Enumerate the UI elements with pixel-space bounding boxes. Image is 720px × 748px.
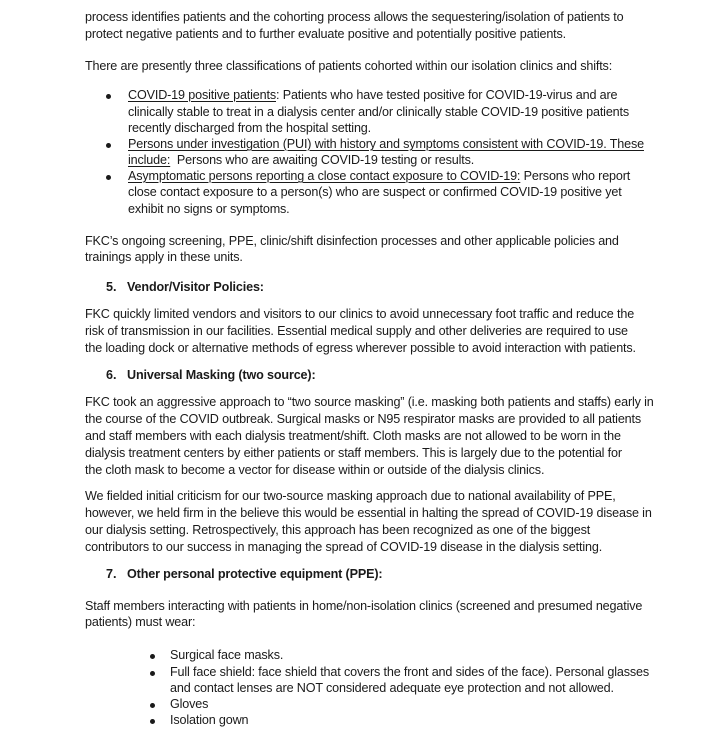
section-heading: Other personal protective equipment (PPE): xyxy=(127,567,383,581)
paragraph-line: the loading dock or alternative methods of egress wherever possible to avoid interaction with patients. xyxy=(85,341,636,355)
classification-item: COVID-19 positive patients: Patients who have tested positive for COVID-19-virus and are xyxy=(128,88,618,102)
paragraph-line: FKC took an aggressive approach to “two source masking” (i.e. masking both patients and staffs) early in xyxy=(85,395,654,409)
classification-label: Persons under investigation (PUI) with history and symptoms consistent with COVID-19. These xyxy=(128,137,644,151)
classification-line: recently discharged from the hospital setting. xyxy=(128,121,372,135)
paragraph-line: the course of the COVID outbreak. Surgical masks or N95 respirator masks are provided to all patients xyxy=(85,412,642,426)
ppe-item: Gloves xyxy=(170,697,209,711)
classification-line: exhibit no signs or symptoms. xyxy=(128,202,290,216)
bullet-icon xyxy=(150,654,155,659)
section-number: 5. xyxy=(106,280,117,294)
paragraph-line: contributors to our success in managing the spread of COVID-19 disease in the dialysis setting. xyxy=(85,540,603,554)
screening-line: FKC’s ongoing screening, PPE, clinic/shift disinfection processes and other applicable policies and xyxy=(85,234,619,248)
section-number: 7. xyxy=(106,567,117,581)
paragraph-line: Staff members interacting with patients in home/non-isolation clinics (screened and presumed negative xyxy=(85,599,643,613)
classifications-intro: There are presently three classifications of patients cohorted within our isolation clinics and shifts: xyxy=(85,59,613,73)
bullet-icon xyxy=(150,719,155,724)
paragraph-line: the cloth mask to become a vector for disease within or outside of the dialysis clinics. xyxy=(85,463,545,477)
ppe-item: Surgical face masks. xyxy=(170,648,284,662)
paragraph-line: and staff members with each dialysis treatment/shift. Cloth masks are not allowed to be worn in the xyxy=(85,429,621,443)
intro-line: protect negative patients and to further evaluate positive and potentially positive patients. xyxy=(85,27,567,41)
bullet-icon xyxy=(106,175,111,180)
classification-label: Asymptomatic persons reporting a close contact exposure to COVID-19: xyxy=(128,169,521,183)
ppe-item-line: and contact lenses are NOT considered adequate eye protection and not allowed. xyxy=(170,681,614,695)
paragraph-line: dialysis treatment centers by either patients or staff members. This is largely due to the potential for xyxy=(85,446,622,460)
paragraph-line: We fielded initial criticism for our two-source masking approach due to national availability of PPE, xyxy=(85,489,616,503)
paragraph-line: patients) must wear: xyxy=(85,615,196,629)
section-heading: Vendor/Visitor Policies: xyxy=(127,280,264,294)
bullet-icon xyxy=(150,671,155,676)
ppe-item: Isolation gown xyxy=(170,713,249,727)
screening-line: trainings apply in these units. xyxy=(85,250,243,264)
classification-label: COVID-19 positive patients xyxy=(128,88,276,102)
ppe-item: Full face shield: face shield that covers the front and sides of the face). Personal glasses xyxy=(170,665,650,679)
classification-line: close contact exposure to a person(s) who are suspect or confirmed COVID-19 positive yet xyxy=(128,185,622,199)
classification-item: include: Persons who are awaiting COVID-19 testing or results. xyxy=(128,153,475,167)
intro-line: process identifies patients and the cohorting process allows the sequestering/isolation of patients to xyxy=(85,10,624,24)
bullet-icon xyxy=(106,143,111,148)
paragraph-line: risk of transmission in our facilities. Essential medical supply and other deliveries are required to use xyxy=(85,324,628,338)
section-heading: Universal Masking (two source): xyxy=(127,368,316,382)
bullet-icon xyxy=(106,94,111,99)
paragraph-line: however, we held firm in the believe this would be essential in halting the spread of COVID-19 disease in xyxy=(85,506,652,520)
bullet-icon xyxy=(150,703,155,708)
paragraph-line: our dialysis setting. Retrospectively, this approach has been recognized as one of the biggest xyxy=(85,523,591,537)
classification-item: Asymptomatic persons reporting a close contact exposure to COVID-19: Persons who report xyxy=(128,169,631,183)
paragraph-line: FKC quickly limited vendors and visitors to our clinics to avoid unnecessary foot traffic and reduce the xyxy=(85,307,635,321)
classification-line: clinically stable to treat in a dialysis center and/or clinically stable COVID-19 positive patients xyxy=(128,105,630,119)
section-number: 6. xyxy=(106,368,117,382)
